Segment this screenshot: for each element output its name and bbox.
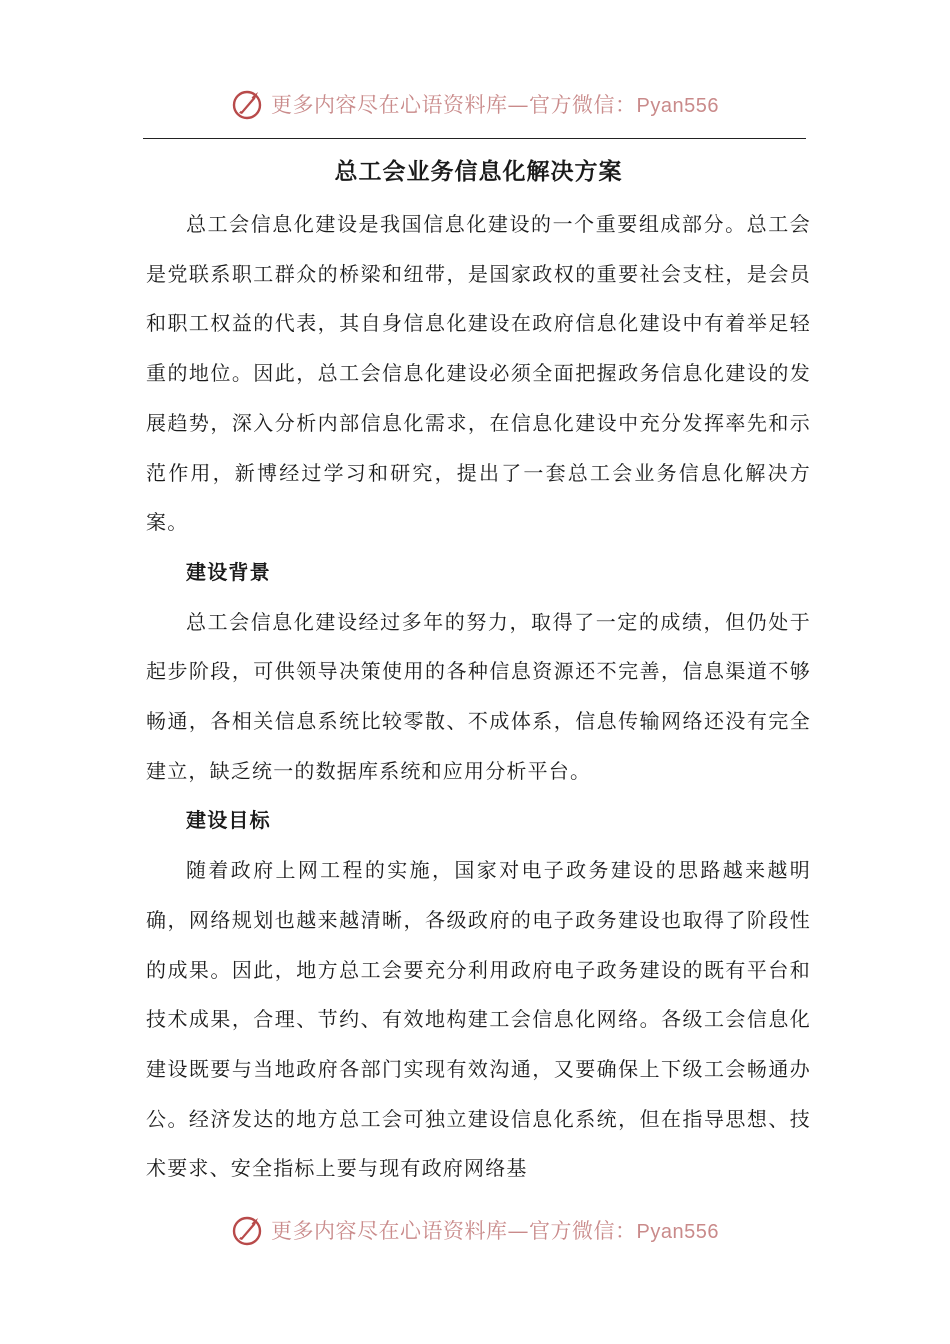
watermark-text: 更多内容尽在心语资料库—官方微信：: [271, 1219, 637, 1243]
section-heading-background: 建设背景: [186, 559, 271, 584]
document-title: 总工会业务信息化解决方案: [334, 158, 623, 185]
section-body-background: 总工会信息化建设经过多年的努力，取得了一定的成绩，但仍处于起步阶段，可供领导决策使用的各种信息资源还不完善，信息渠道不够畅通，各相关信息系统比较零散、不成体系，信息传输网络还没有完全建立，缺乏统一的数据库系统和应用分析平台。: [146, 609, 811, 783]
header-divider: [143, 138, 806, 139]
watermark-text: 更多内容尽在心语资料库—官方微信：: [271, 93, 637, 117]
header-watermark: [0, 84, 950, 124]
quill-pen-circle-icon: [231, 1213, 265, 1247]
document-body: [146, 150, 811, 1194]
watermark-wechat-id: Pyan556: [636, 95, 719, 117]
watermark-wechat-id: Pyan556: [636, 1221, 719, 1243]
section-heading-goals: 建设目标: [186, 808, 271, 833]
intro-paragraph: 总工会信息化建设是我国信息化建设的一个重要组成部分。总工会是党联系职工群众的桥梁和纽带，是国家政权的重要社会支柱，是会员和职工权益的代表，其自身信息化建设在政府信息化建设中有着举足轻重的地位。因此，总工会信息化建设必须全面把握政务信息化建设的发展趋势，深入分析内部信息化需求，在信息化建设中充分发挥率先和示范作用，新博经过学习和研究，提出了一套总工会业务信息化解决方案。: [146, 212, 811, 535]
footer-watermark: [0, 1210, 950, 1250]
section-body-goals: 随着政府上网工程的实施，国家对电子政务建设的思路越来越明确，网络规划也越来越清晰，各级政府的电子政务建设也取得了阶段性的成果。因此，地方总工会要充分利用政府电子政务建设的既有平台和技术成果，合理、节约、有效地构建工会信息化网络。各级工会信息化建设既要与当地政府各部门实现有效沟通，又要确保上下级工会畅通办公。经济发达的地方总工会可独立建设信息化系统，但在指导思想、技术要求、安全指标上要与现有政府网络基: [146, 858, 811, 1181]
quill-pen-circle-icon: [231, 87, 265, 121]
